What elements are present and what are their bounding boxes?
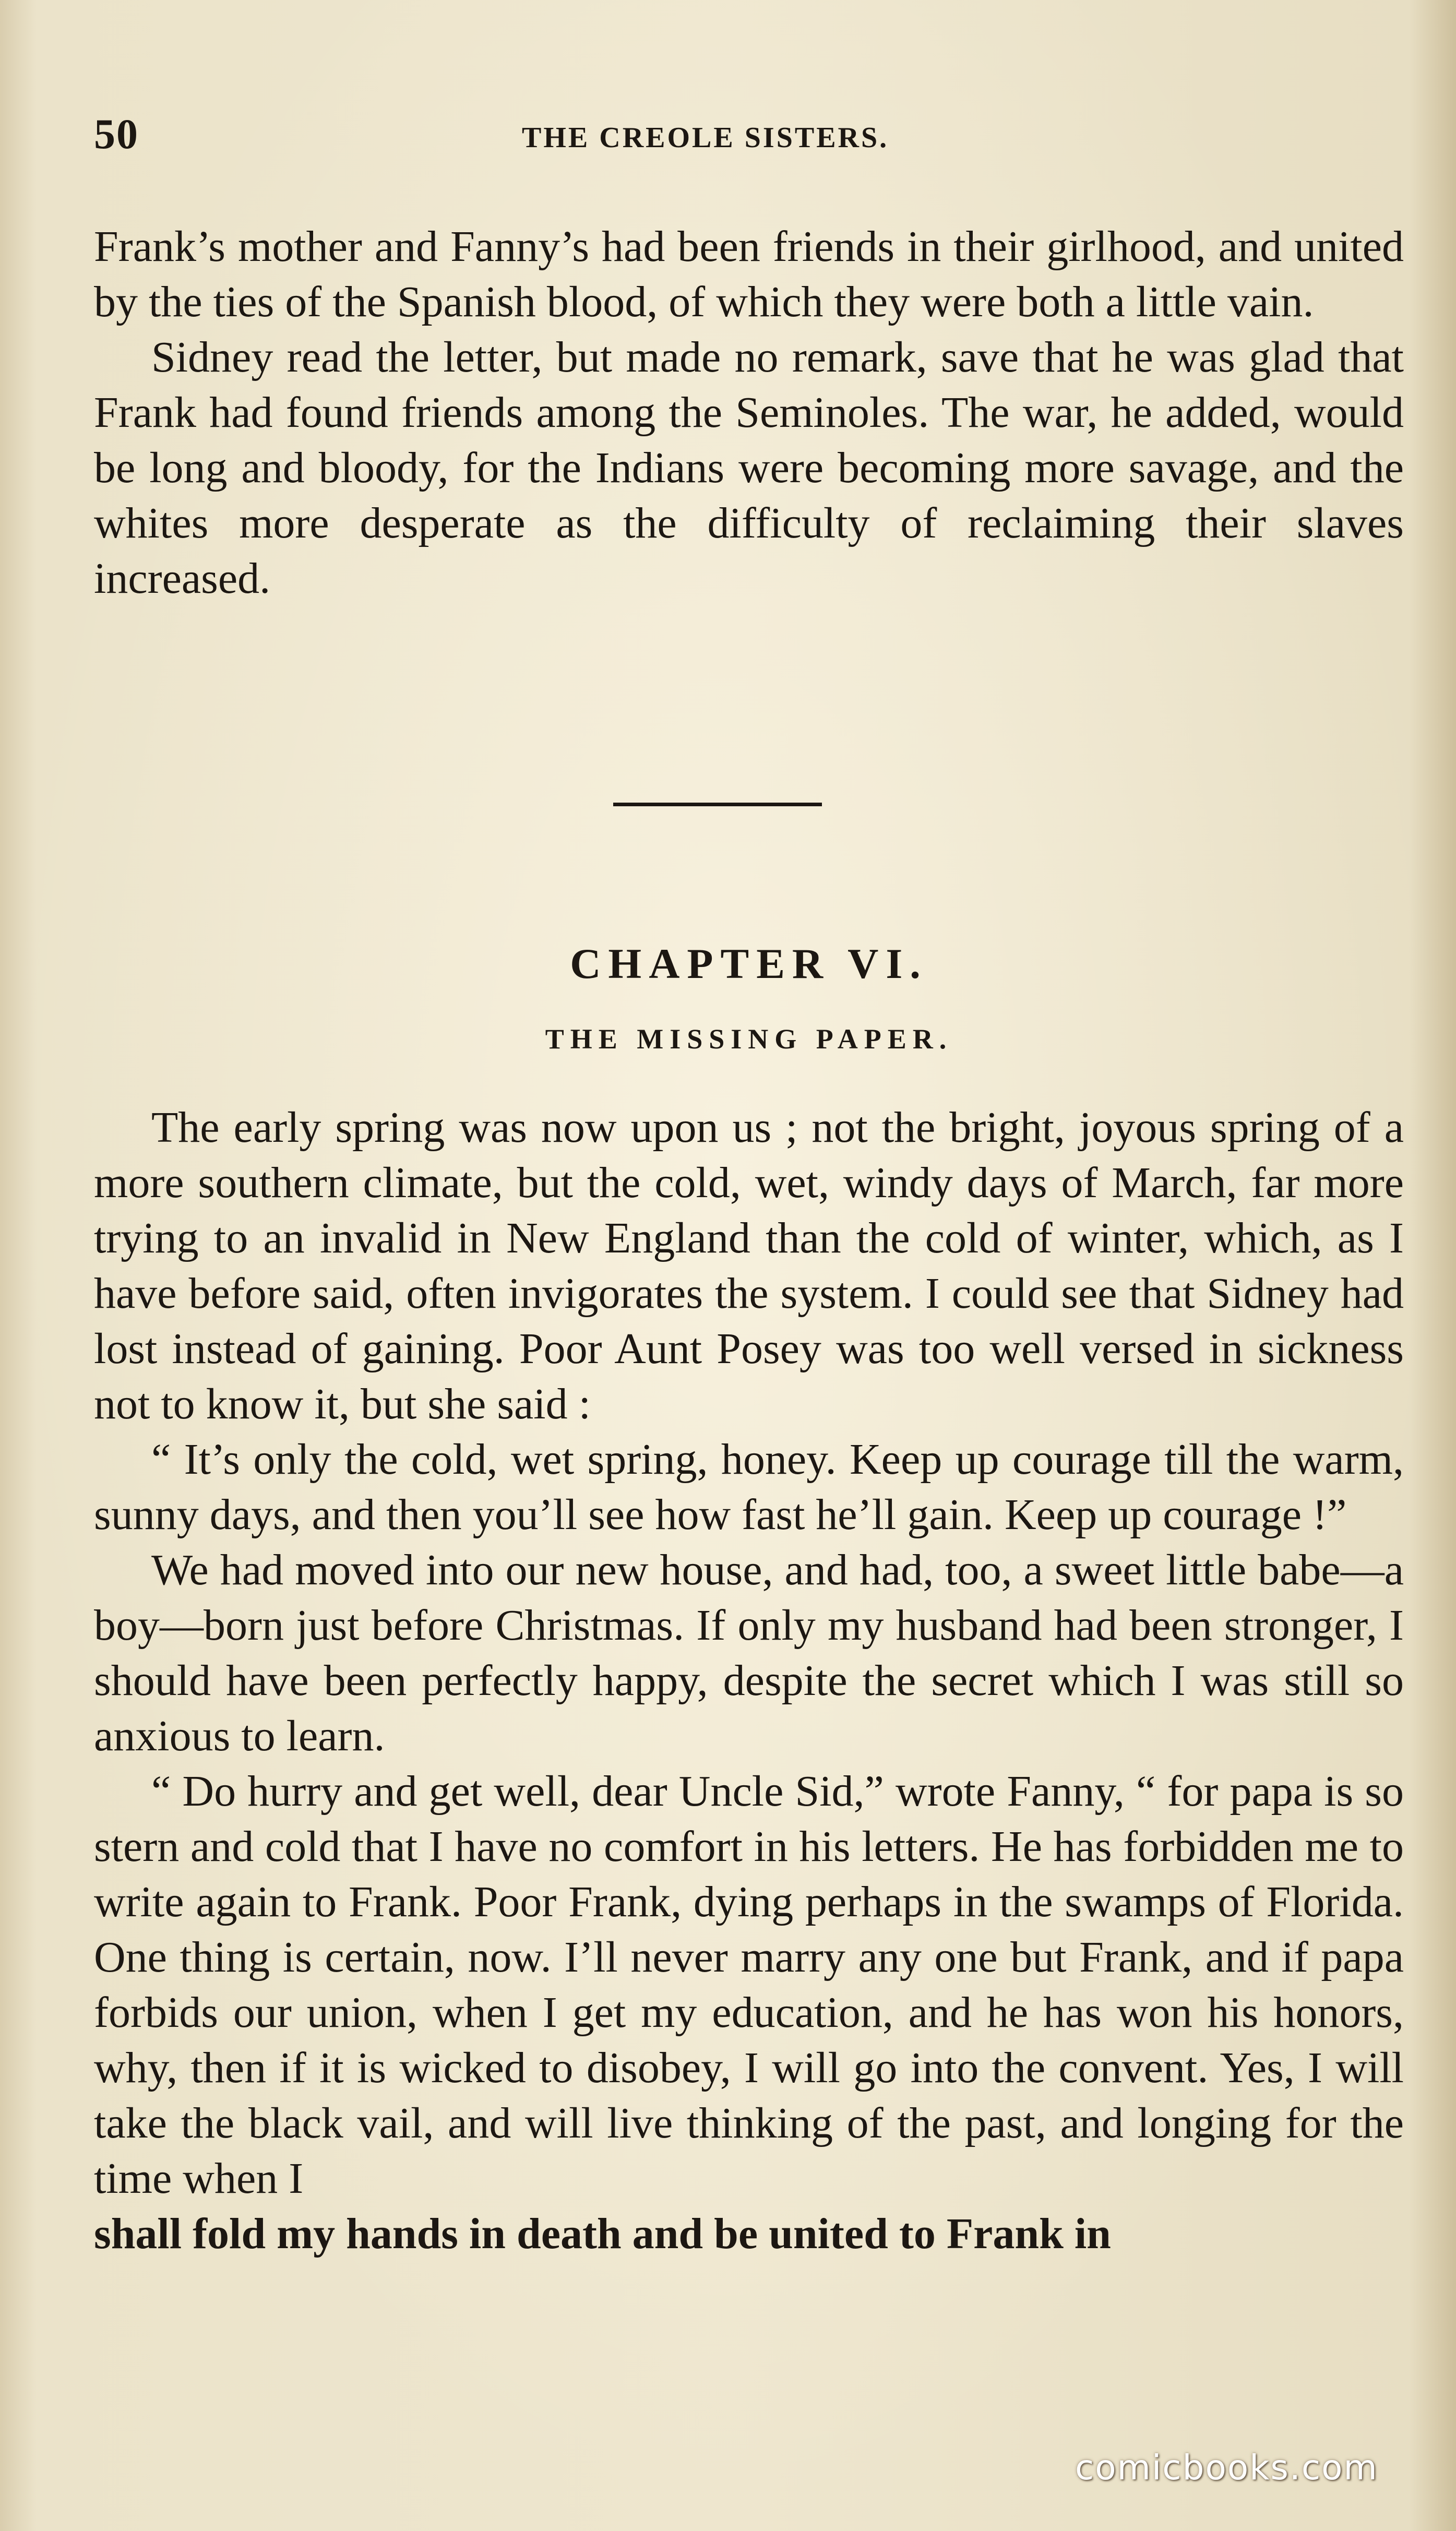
chapter-text-block xyxy=(94,1100,1404,2262)
section-divider xyxy=(613,803,822,806)
paragraph: Sidney read the letter, but made no remark, save that he was glad that Frank had found friends among the Seminoles. The war, he added, would be long and bloody, for the Indians were becoming more savage, and the whites more desperate as the difficulty of reclaiming their slaves increased. xyxy=(94,333,1404,603)
paragraph: “ Do hurry and get well, dear Uncle Sid,” wrote Fanny, “ for papa is so stern and cold that I have no comfort in his letters. He has forbidden me to write again to Frank. Poor Frank, dying perhaps in the swamps of Florida. One thing is certain, now. I’ll never marry any one but Frank, and if papa forbids our union, when I get my education, and he has won his honors, why, then if it is wicked to disobey, I will go into the convent. Yes, I will take the black vail, and will live thinking of the past, and longing for the time when I xyxy=(94,1767,1404,2203)
paragraph: Frank’s mother and Fanny’s had been friends in their girlhood, and united by the ties of the Spanish blood, of which they were both a little vain. xyxy=(94,222,1404,326)
chapter-heading: CHAPTER VI. xyxy=(570,940,928,987)
paragraph: The early spring was now upon us ; not the bright, joyous spring of a more southern climate, but the cold, wet, windy days of March, far more trying to an invalid in New England than the cold of winter, which, as I have before said, often invigorates the system. I could see that Sidney had lost instead of gaining. Poor Aunt Posey was too well versed in sickness not to know it, but she said : xyxy=(94,1103,1404,1428)
paragraph: “ It’s only the cold, wet spring, honey. Keep up courage till the warm, sunny days, and then you’ll see how fast he’ll gain. Keep up courage !” xyxy=(94,1435,1404,1539)
opening-text-block xyxy=(94,219,1404,606)
chapter-subtitle: THE MISSING PAPER. xyxy=(545,1023,953,1055)
paragraph: We had moved into our new house, and had, too, a sweet little babe—a boy—born just before Christmas. If only my husband had been stronger, I should have been perfectly happy, despite the secret which I was still so anxious to learn. xyxy=(94,1546,1404,1760)
page-number: 50 xyxy=(94,110,139,158)
watermark: comicbooks.com xyxy=(1075,2448,1378,2488)
book-title: THE CREOLE SISTERS. xyxy=(522,122,889,154)
final-line: shall fold my hands in death and be united to Frank in xyxy=(94,2210,1111,2258)
running-head xyxy=(94,110,1409,172)
